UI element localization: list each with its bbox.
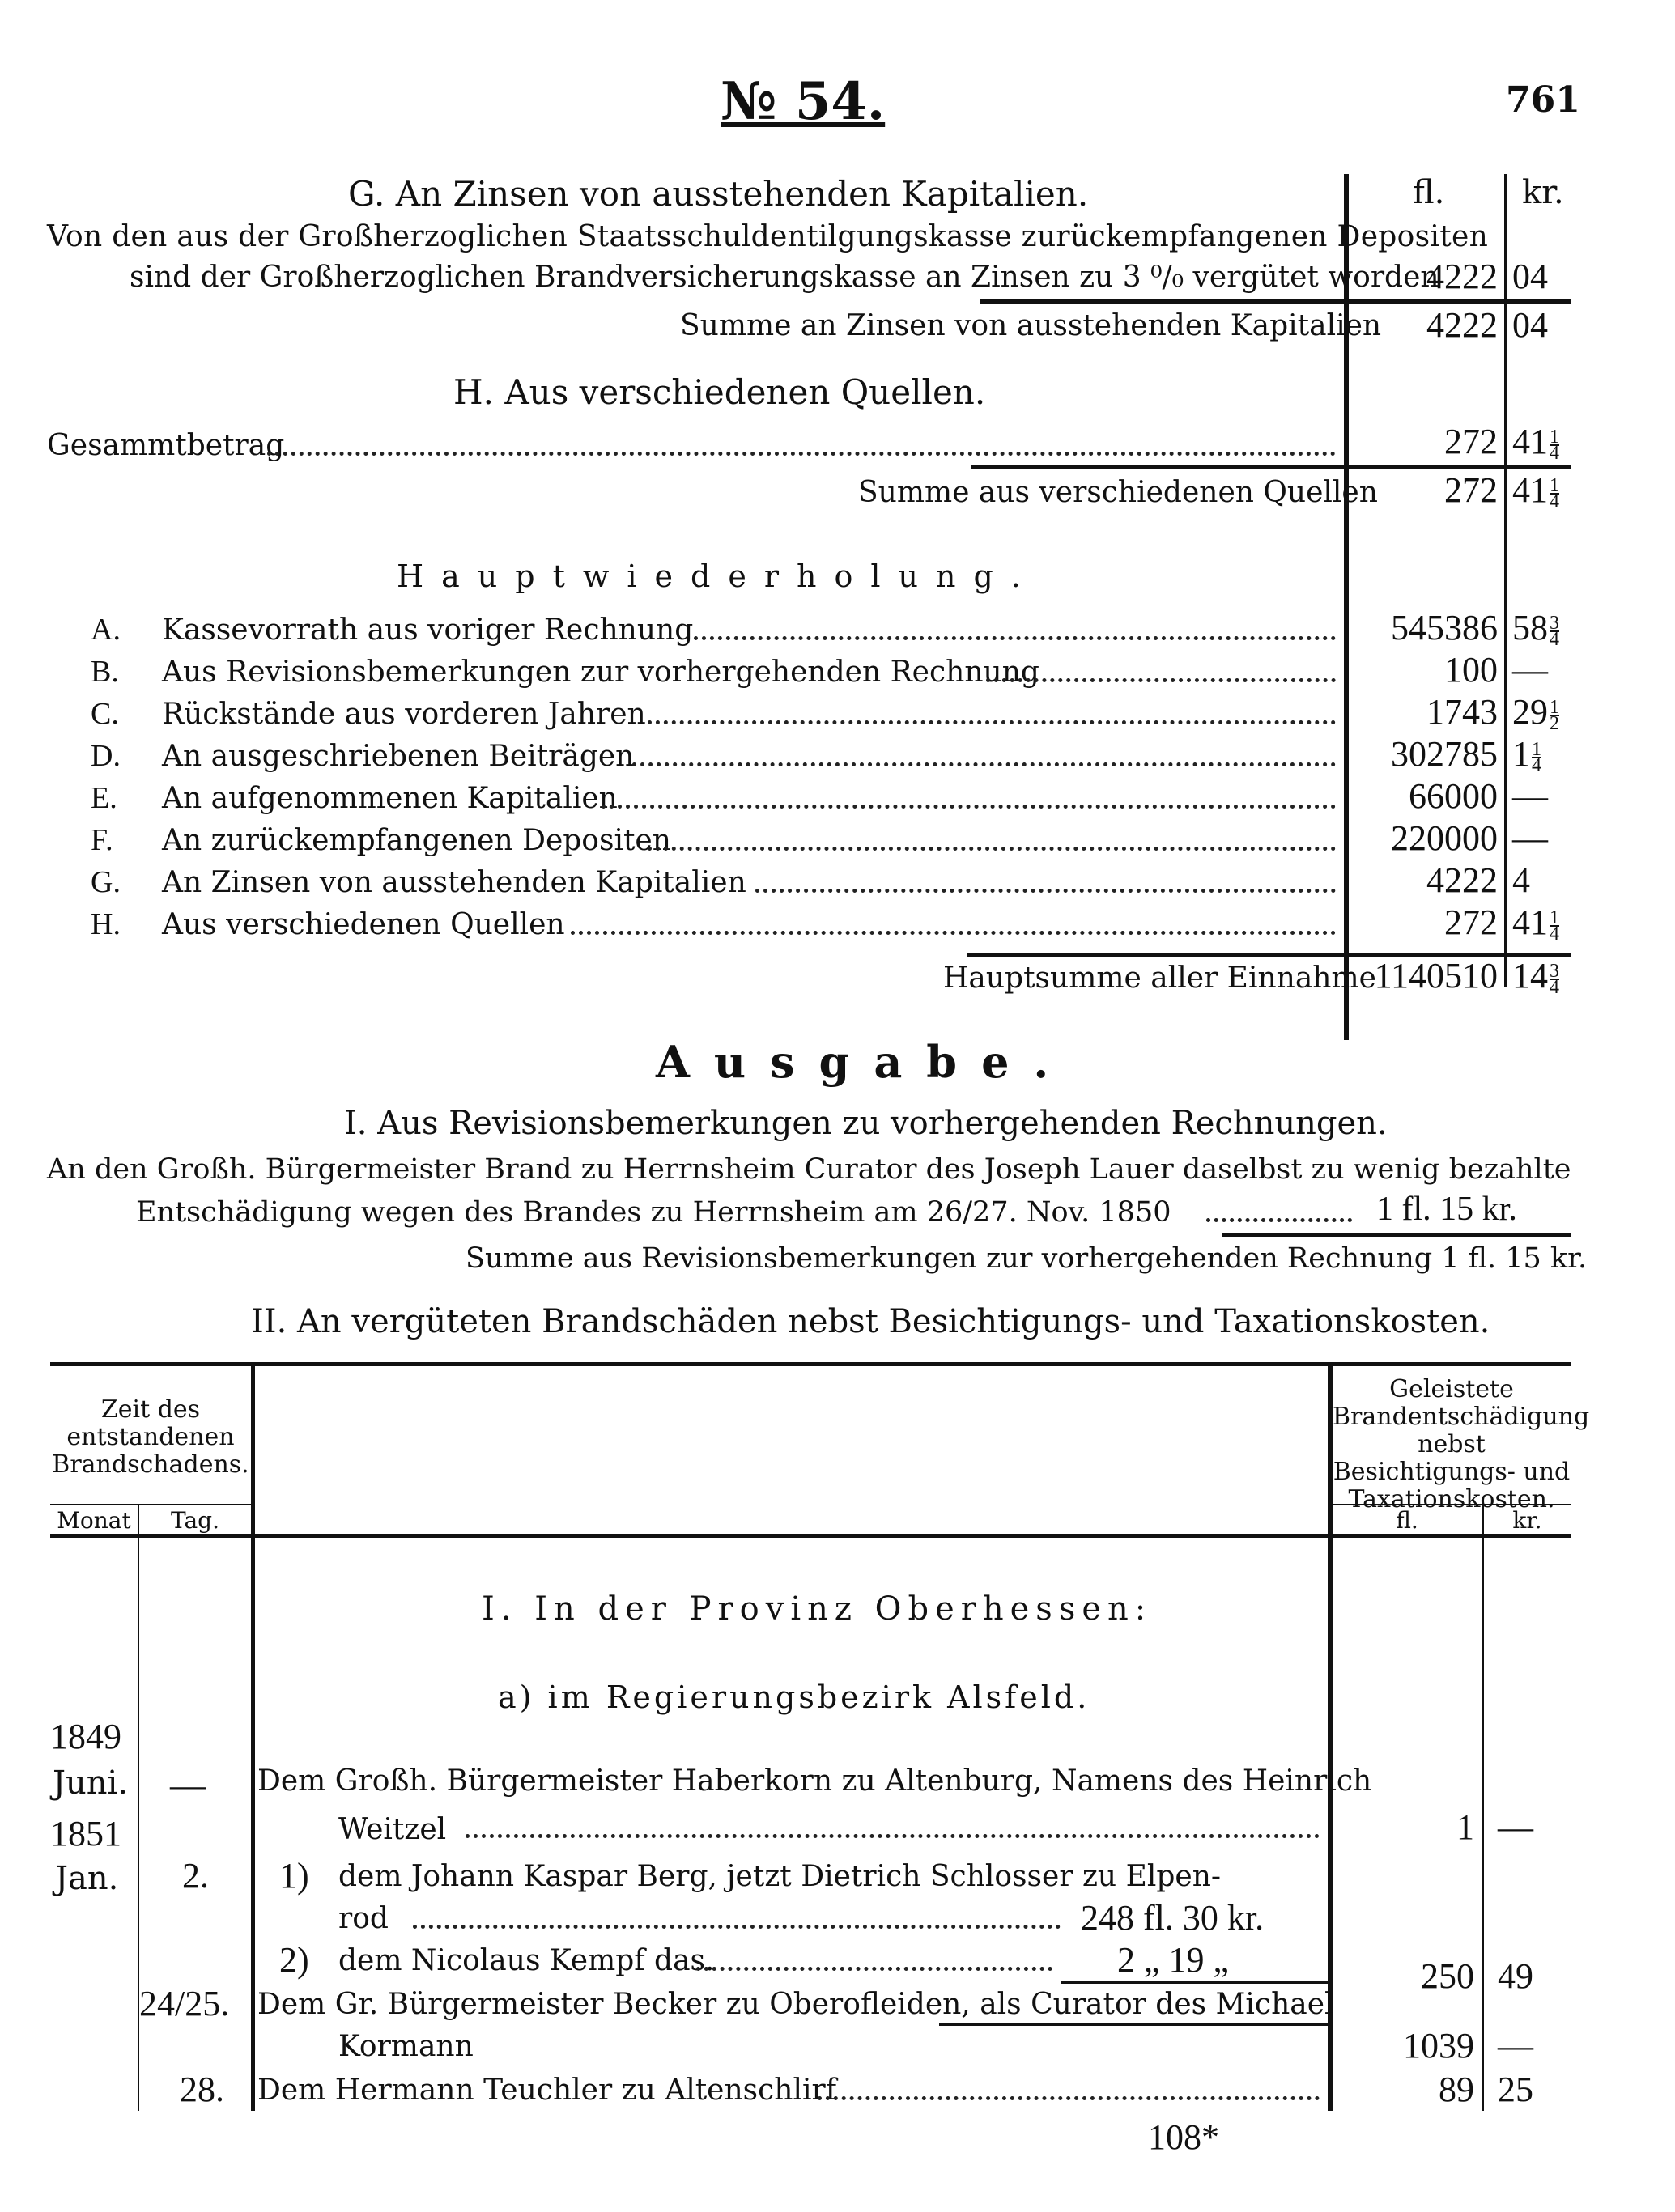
leader-dots [648,720,1336,724]
section-g-line2-fl: 4222 [1426,257,1498,296]
table-col-rule [1482,1505,1484,2111]
day-2: 2. [182,1856,209,1896]
recap-row-label: Aus Revisionsbemerkungen zur vorhergehenden Rechnung [162,656,1039,689]
district-heading: a) im Regierungsbezirk Alsfeld. [498,1679,1090,1715]
col-day-header: Tag. [170,1507,220,1534]
recap-row-label: Kassevorrath aus voriger Rechnung [162,614,694,647]
entry4-fl: 89 [1439,2070,1474,2109]
section-g-sum-rule [980,299,1571,304]
recap-row-label: An aufgenommenen Kapitalien [162,782,618,815]
entry2b-line1: dem Nicolaus Kempf das. [338,1944,715,1977]
table-header-rule [50,1534,1571,1538]
ausgabe-sec1-amount: 1 fl. 15 kr. [1376,1191,1517,1228]
leader-dots [602,805,1336,809]
recap-row-kr: — [1512,776,1548,816]
section-g-sum-label: Summe an Zinsen von ausstehenden Kapitalien [680,309,1382,342]
section-g-line2: sind der Großherzoglichen Brandversicherungskasse an Zinsen zu 3 ⁰/₀ vergütet worden [130,261,1439,294]
entry3-fl: 1039 [1403,2026,1474,2066]
col-fl-header: fl. [1413,174,1445,211]
recap-row-letter: G. [91,865,121,899]
recap-row-label: Aus verschiedenen Quellen [162,908,565,941]
entry3-kr: — [1498,2026,1533,2066]
entry2-kr: 49 [1498,1956,1533,1996]
entry2b-num: 2) [279,1940,309,1980]
issue-number: № 54. [721,71,886,132]
entry1-fl: 1 [1456,1807,1474,1847]
recap-row-letter: F. [91,823,113,857]
recap-title: Hauptwiederholung. [397,558,1039,594]
section-g-line1: Von den aus der Großherzoglichen Staatsschuldentilgungskasse zurückempfangenen Depositen [47,220,1489,253]
recap-row-letter: H. [91,907,121,941]
table-head-right: Geleistete Brandentschädigung nebst Besichtigungs- und Taxationskosten. [1333,1375,1590,1514]
entry2a-line2: rod [338,1902,389,1935]
ausgabe-sec2-title: II. An vergüteten Brandschäden nebst Besichtigungs- und Taxationskosten. [251,1303,1490,1340]
leader-dots [694,636,1336,640]
year-1849: 1849 [50,1717,121,1756]
recap-row-label: An Zinsen von ausstehenden Kapitalien [162,866,746,899]
section-h-total-kr: 41 $\frac{1}{4}$ [1512,422,1559,464]
recap-row-fl: 272 [1444,902,1498,942]
recap-total-fl: 1140510 [1374,956,1498,996]
leader-dots [818,2096,1320,2100]
entry2-fl: 250 [1421,1956,1474,1996]
recap-row-fl: 100 [1444,650,1498,690]
day-24-25: 24/25. [139,1984,230,2023]
recap-row-fl: 66000 [1409,776,1498,816]
entry2b-amount: 2 „ 19 „ [1117,1940,1230,1980]
leader-dots [413,1925,1061,1929]
leader-dots [986,678,1336,682]
col-kr-header: kr. [1522,174,1564,211]
recap-row-fl: 302785 [1391,734,1498,774]
recap-row-kr: — [1512,818,1548,858]
month-juni: Juni. [53,1764,129,1802]
recap-row-fl: 4222 [1426,860,1498,900]
ausgabe-sec1-line1: An den Großh. Bürgermeister Brand zu Herrnsheim Curator des Joseph Lauer daselbst zu wenig bezahlte [47,1153,1571,1186]
leader-dots [267,452,1336,456]
recap-row-kr: 29 $\frac{1}{2}$ [1512,692,1559,734]
month-jan: Jan. [55,1860,119,1897]
sheet-signature: 108* [1148,2117,1219,2157]
entry3-rule [939,2023,1328,2026]
table-top-rule [50,1362,1571,1366]
recap-row-label: An zurückempfangenen Depositen [162,824,671,857]
section-h-sum-fl: 272 [1444,470,1498,510]
leader-dots [696,1967,1052,1971]
table-head-left: Zeit des entstandenen Brandschadens. [52,1395,249,1479]
recap-row-kr: — [1512,650,1548,690]
entry4-line1: Dem Hermann Teuchler zu Altenschlirf [257,2074,837,2107]
recap-row-letter: D. [91,739,121,773]
day-28: 28. [180,2070,224,2109]
section-h-sum-label: Summe aus verschiedenen Quellen [858,476,1378,509]
entry4-kr: 25 [1498,2070,1533,2109]
recap-total-label: Hauptsumme aller Einnahme [943,962,1376,995]
col-month-header: Monat [57,1507,131,1534]
entry1-line2: Weitzel [338,1813,447,1846]
col-kr-header: kr. [1512,1507,1542,1534]
leader-dots [1206,1218,1352,1222]
recap-row-kr: 1 $\frac{1}{4}$ [1512,734,1541,776]
ausgabe-sec1-sum: Summe aus Revisionsbemerkungen zur vorhergehenden Rechnung 1 fl. 15 kr. [466,1242,1588,1275]
table-col-rule [251,1366,255,2111]
section-h-sum-kr: 41 $\frac{1}{4}$ [1512,470,1559,512]
recap-row-kr: 58 $\frac{3}{4}$ [1512,608,1559,650]
recap-row-fl: 1743 [1426,692,1498,732]
section-h-title: H. Aus verschiedenen Quellen. [453,372,986,412]
recap-row-letter: B. [91,655,119,689]
ausgabe-title: Ausgabe. [656,1036,1073,1088]
entry2a-num: 1) [279,1856,309,1896]
day-dash: — [170,1765,206,1805]
recap-row-label: Rückstände aus vorderen Jahren [162,698,646,731]
entry1-line1: Dem Großh. Bürgermeister Haberkorn zu Altenburg, Namens des Heinrich [257,1764,1372,1798]
ausgabe-sec1-line2: Entschädigung wegen des Brandes zu Herrnsheim am 26/27. Nov. 1850 [136,1196,1171,1229]
recap-row-fl: 545386 [1391,608,1498,647]
recap-row-letter: A. [91,613,121,647]
table-subheader-rule [50,1504,251,1505]
section-g-sum-fl: 4222 [1426,305,1498,345]
leader-dots [632,762,1336,766]
leader-dots [755,889,1336,893]
leader-dots [571,931,1336,935]
col-fl-header: fl. [1396,1507,1418,1534]
recap-row-fl: 220000 [1391,818,1498,858]
recap-total-kr: 14 $\frac{3}{4}$ [1512,956,1559,998]
ausgabe-sec1-rule [1222,1233,1571,1237]
entry3-line2: Kormann [338,2030,474,2063]
leader-dots [648,847,1336,851]
entry2a-amount: 248 fl. 30 kr. [1081,1898,1265,1938]
section-h-total-label: Gesammtbetrag [47,429,285,462]
section-g-sum-kr: 04 [1512,305,1548,345]
ledger-rule-mid [1504,174,1507,987]
recap-row-kr: 4 [1512,860,1530,900]
section-g-title: G. An Zinsen von ausstehenden Kapitalien. [348,174,1089,214]
province-heading: I. In der Provinz Oberhessen: [482,1590,1153,1628]
ausgabe-sec1-title: I. Aus Revisionsbemerkungen zu vorhergehenden Rechnungen. [344,1105,1388,1142]
section-h-total-fl: 272 [1444,422,1498,461]
recap-row-kr: 41 $\frac{1}{4}$ [1512,902,1559,945]
recap-row-label: An ausgeschriebenen Beiträgen [162,740,635,773]
year-1851: 1851 [50,1814,121,1853]
entry2a-line1: dem Johann Kaspar Berg, jetzt Dietrich Schlosser zu Elpen- [338,1860,1222,1893]
leader-dots [466,1834,1320,1838]
entry1-kr: — [1498,1807,1533,1847]
entry3-line1: Dem Gr. Bürgermeister Becker zu Oberofleiden, als Curator des Michael [257,1988,1334,2021]
recap-row-letter: E. [91,781,117,815]
page-number: 761 [1506,79,1580,121]
entry2-subtotal-rule [1061,1981,1328,1984]
section-g-line2-kr: 04 [1512,257,1548,296]
recap-row-letter: C. [91,697,119,731]
